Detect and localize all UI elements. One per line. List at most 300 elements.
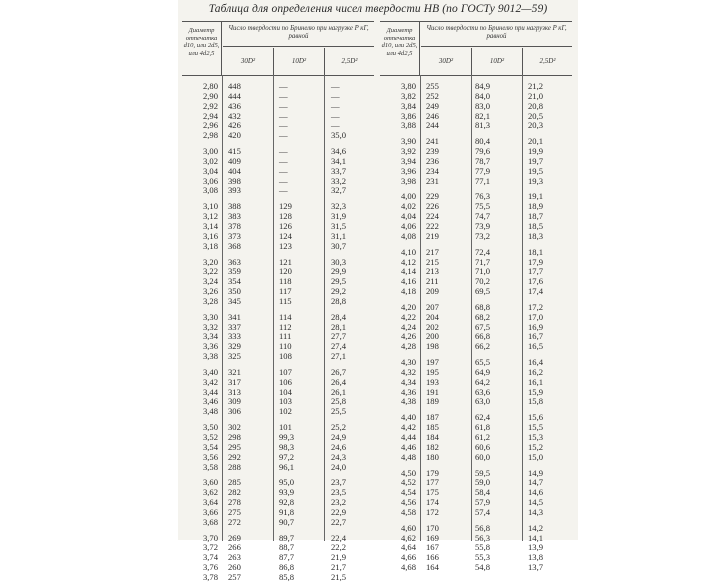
diameter-cell: 2,80 — [202, 81, 218, 91]
table-header — [182, 22, 374, 76]
diameter-cell: 2,92 — [202, 100, 218, 111]
diameter-cell: 3,58 — [202, 461, 218, 472]
table-row — [380, 342, 572, 352]
hb-10-cell: 99,3 — [279, 432, 295, 442]
hb-2-5-cell: 20,1 — [528, 136, 544, 147]
hb-10-cell: 110 — [279, 341, 292, 352]
hb-2-5-cell: 16,1 — [528, 376, 544, 387]
diameter-cell: 4,24 — [400, 321, 416, 332]
hb-30-cell: 448 — [228, 81, 241, 91]
hb-30-cell: 252 — [426, 90, 439, 101]
hb-10-cell: 88,7 — [279, 542, 295, 553]
diameter-cell: 3,26 — [202, 286, 218, 297]
hardness-table-right — [380, 21, 572, 573]
diameter-cell: 3,50 — [202, 422, 218, 433]
diameter-cell: 4,50 — [400, 467, 416, 478]
hb-2-5-cell: 17,2 — [528, 301, 544, 312]
hb-10-cell: 61,2 — [475, 432, 491, 442]
hb-2-5-cell: 31,5 — [331, 220, 347, 231]
hb-30-cell: 269 — [228, 532, 241, 543]
hb-30-cell: 255 — [426, 81, 439, 91]
hb-2-5-cell: 34,6 — [331, 146, 347, 157]
diameter-cell: 4,38 — [400, 396, 416, 407]
hb-10-cell: 77,9 — [475, 165, 491, 176]
hb-30-cell: 302 — [228, 422, 241, 433]
hb-10-cell: 63,6 — [475, 386, 491, 397]
hb-10-cell: 54,8 — [475, 562, 491, 573]
hb-30-cell: 209 — [426, 286, 439, 297]
hb-2-5-cell: — — [331, 110, 340, 121]
hb-30-cell: 246 — [426, 110, 439, 121]
diameter-cell: 3,06 — [202, 175, 218, 186]
hb-10-cell: — — [279, 146, 288, 157]
diameter-cell: 4,14 — [400, 266, 416, 277]
hb-2-5-cell: 21,2 — [528, 81, 544, 91]
hb-10-cell: 128 — [279, 211, 292, 222]
hb-30-cell: 179 — [426, 467, 439, 478]
diameter-cell: 3,10 — [202, 201, 218, 212]
hb-10-cell: 59,0 — [475, 477, 491, 488]
hb-30-cell: 288 — [228, 461, 241, 472]
hb-2-5-cell: 19,5 — [528, 165, 544, 176]
diameter-cell: 3,78 — [202, 571, 218, 582]
hb-2-5-cell: 16,2 — [528, 366, 544, 377]
hb-2-5-cell: 17,6 — [528, 276, 544, 287]
hb-10-cell: 66,2 — [475, 341, 491, 352]
hb-10-cell: 79,6 — [475, 146, 491, 157]
hb-30-cell: 244 — [426, 120, 439, 131]
diameter-cell: 4,46 — [400, 441, 416, 452]
hb-2-5-cell: 22,4 — [331, 532, 347, 543]
diameter-cell: 2,94 — [202, 110, 218, 121]
hb-10-cell: 69,5 — [475, 286, 491, 297]
hb-2-5-cell: 28,4 — [331, 311, 347, 322]
hb-2-5-cell: 27,4 — [331, 341, 347, 352]
diameter-cell: 3,16 — [202, 230, 218, 241]
diameter-cell: 3,38 — [202, 351, 218, 362]
hb-10-cell: — — [279, 155, 288, 166]
diameter-cell: 3,18 — [202, 240, 218, 251]
hb-10-cell: — — [279, 100, 288, 111]
hb-2-5-cell: 14,5 — [528, 497, 544, 508]
hb-10-cell: 85,8 — [279, 571, 295, 582]
hb-2-5-cell: 13,8 — [528, 552, 544, 563]
table-row — [380, 508, 572, 518]
hb-30-cell: 275 — [228, 506, 241, 517]
hb-30-cell: 229 — [426, 191, 439, 202]
hb-2-5-cell: 25,5 — [331, 406, 347, 417]
hb-10-cell: 98,3 — [279, 441, 295, 452]
hb-10-cell: 60,6 — [475, 441, 491, 452]
hb-30-cell: 195 — [426, 366, 439, 377]
hb-30-cell: 313 — [228, 386, 241, 397]
hb-30-cell: 337 — [228, 321, 241, 332]
hb-10-cell: 95,0 — [279, 477, 295, 488]
hb-2-5-cell: 23,7 — [331, 477, 347, 488]
table-row — [380, 177, 572, 187]
diameter-cell: 3,80 — [400, 81, 416, 91]
hb-30-cell: 185 — [426, 422, 439, 433]
hb-2-5-cell: 19,3 — [528, 175, 544, 186]
diameter-cell: 4,12 — [400, 256, 416, 267]
hb-2-5-cell: 24,9 — [331, 432, 347, 442]
hb-10-cell: 126 — [279, 220, 292, 231]
diameter-cell: 3,32 — [202, 321, 218, 332]
hb-2-5-cell: 13,9 — [528, 542, 544, 553]
diameter-cell: 4,66 — [400, 552, 416, 563]
hb-30-cell: 285 — [228, 477, 241, 488]
hb-30-cell: 211 — [426, 276, 439, 287]
diameter-cell: 4,44 — [400, 432, 416, 442]
diameter-cell: 3,22 — [202, 266, 218, 277]
hb-2-5-cell: 22,7 — [331, 516, 347, 527]
hb-30-cell: 282 — [228, 487, 241, 498]
diameter-cell: 3,40 — [202, 366, 218, 377]
load-header-2-5: 2,5D² — [341, 57, 358, 65]
hb-10-cell: 111 — [279, 331, 292, 342]
hb-10-cell: 60,0 — [475, 451, 491, 462]
hb-2-5-cell: 26,4 — [331, 376, 347, 387]
hb-2-5-cell: 16,7 — [528, 331, 544, 342]
hb-2-5-cell: 18,3 — [528, 230, 544, 241]
hb-2-5-cell: — — [331, 100, 340, 111]
diameter-cell: 3,04 — [202, 165, 218, 176]
hb-10-cell: — — [279, 185, 288, 196]
hb-10-cell: — — [279, 175, 288, 186]
diameter-cell: 4,40 — [400, 412, 416, 423]
diameter-cell: 3,92 — [400, 146, 416, 157]
hb-2-5-cell: 31,9 — [331, 211, 347, 222]
hb-30-cell: 363 — [228, 256, 241, 267]
hb-10-cell: 73,9 — [475, 220, 491, 231]
hb-10-cell: 124 — [279, 230, 292, 241]
hb-10-cell: 106 — [279, 376, 292, 387]
hb-10-cell: 93,9 — [279, 487, 295, 498]
hb-2-5-cell: 21,5 — [331, 571, 347, 582]
hardness-header: Число твердости по Бринелю при нагрузке P кГ, равной — [421, 22, 572, 47]
diameter-header: Диаметр отпечатка d10, или 2d5, или 4d2,5 — [182, 22, 222, 75]
hb-30-cell: 292 — [228, 451, 241, 462]
hb-30-cell: 354 — [228, 276, 241, 287]
hb-30-cell: 260 — [228, 562, 241, 573]
hb-30-cell: 420 — [228, 130, 241, 141]
diameter-cell: 3,14 — [202, 220, 218, 231]
diameter-cell: 2,98 — [202, 130, 218, 141]
hb-10-cell: 82,1 — [475, 110, 491, 121]
hb-10-cell: 107 — [279, 366, 292, 377]
hb-30-cell: 222 — [426, 220, 439, 231]
diameter-cell: 3,42 — [202, 376, 218, 387]
hb-10-cell: 87,7 — [279, 552, 295, 563]
hb-30-cell: 249 — [426, 100, 439, 111]
hb-2-5-cell: 29,9 — [331, 266, 347, 277]
hb-2-5-cell: 16,9 — [528, 321, 544, 332]
hb-10-cell: 90,7 — [279, 516, 295, 527]
hb-10-cell: 55,8 — [475, 542, 491, 553]
hb-30-cell: 432 — [228, 110, 241, 121]
load-header-10: 10D² — [274, 48, 325, 75]
hb-30-cell: 231 — [426, 175, 439, 186]
hb-2-5-cell: 25,2 — [331, 422, 347, 433]
table-row — [182, 186, 374, 196]
page-title — [184, 3, 572, 17]
hb-30-cell: 193 — [426, 376, 439, 387]
hb-10-cell: — — [279, 90, 288, 101]
hb-10-cell: 62,4 — [475, 412, 491, 423]
diameter-cell: 4,18 — [400, 286, 416, 297]
hb-10-cell: 72,4 — [475, 246, 491, 257]
hb-2-5-cell: 20,5 — [528, 110, 544, 121]
diameter-cell: 4,20 — [400, 301, 416, 312]
hb-2-5-cell: 30,3 — [331, 256, 347, 267]
hb-10-cell: 84,0 — [475, 90, 491, 101]
load-header-30: 30D² — [421, 48, 472, 75]
hb-10-cell: 80,4 — [475, 136, 491, 147]
diameter-cell: 4,08 — [400, 230, 416, 241]
hb-30-cell: 236 — [426, 155, 439, 166]
hb-30-cell: 202 — [426, 321, 439, 332]
hb-30-cell: 207 — [426, 301, 439, 312]
hb-30-cell: 184 — [426, 432, 439, 442]
diameter-header: Диаметр отпечатка d10, или 2d5, или 4d2,5 — [380, 22, 420, 75]
hb-10-cell: 97,2 — [279, 451, 295, 462]
diameter-cell: 3,44 — [202, 386, 218, 397]
hb-30-cell: 175 — [426, 487, 439, 498]
hb-2-5-cell: 16,4 — [528, 357, 544, 368]
hb-30-cell: 309 — [228, 396, 241, 407]
hb-10-cell: 64,9 — [475, 366, 491, 377]
diameter-cell: 3,52 — [202, 432, 218, 442]
hb-10-cell: 121 — [279, 256, 292, 267]
hb-30-cell: 393 — [228, 185, 241, 196]
hb-10-cell: 117 — [279, 286, 292, 297]
hb-30-cell: 257 — [228, 571, 241, 582]
diameter-cell: 3,12 — [202, 211, 218, 222]
hb-2-5-cell: — — [331, 120, 340, 131]
diameter-cell: 4,30 — [400, 357, 416, 368]
hb-10-cell: 91,8 — [279, 506, 295, 517]
hb-2-5-cell: 33,2 — [331, 175, 347, 186]
hb-2-5-cell: 22,9 — [331, 506, 347, 517]
hardness-table-left — [182, 21, 374, 582]
hb-30-cell: 404 — [228, 165, 241, 176]
load-header-2-5: 2,5D² — [539, 57, 556, 65]
hb-30-cell: 172 — [426, 506, 439, 517]
hb-2-5-cell: 17,0 — [528, 311, 544, 322]
hb-30-cell: 341 — [228, 311, 241, 322]
title-hb: НВ — [423, 3, 440, 15]
diameter-cell: 3,86 — [400, 110, 416, 121]
hb-30-cell: 239 — [426, 146, 439, 157]
hb-10-cell: 71,0 — [475, 266, 491, 277]
hb-10-cell: 81,3 — [475, 120, 491, 131]
diameter-cell: 4,10 — [400, 246, 416, 257]
hb-30-cell: 298 — [228, 432, 241, 442]
hb-30-cell: 187 — [426, 412, 439, 423]
hb-2-5-cell: 20,3 — [528, 120, 544, 131]
hb-10-cell: 73,2 — [475, 230, 491, 241]
diameter-cell: 4,60 — [400, 522, 416, 533]
hb-10-cell: 84,9 — [475, 81, 491, 91]
hb-30-cell: 415 — [228, 146, 241, 157]
hb-10-cell: 89,7 — [279, 532, 295, 543]
diameter-cell: 3,70 — [202, 532, 218, 543]
diameter-cell: 3,48 — [202, 406, 218, 417]
hb-30-cell: 200 — [426, 331, 439, 342]
hb-30-cell: 169 — [426, 532, 439, 543]
hb-2-5-cell: — — [331, 81, 340, 91]
hb-30-cell: 306 — [228, 406, 241, 417]
diameter-cell: 3,68 — [202, 516, 218, 527]
hb-30-cell: 388 — [228, 201, 241, 212]
hb-10-cell: 71,7 — [475, 256, 491, 267]
hb-30-cell: 180 — [426, 451, 439, 462]
hb-30-cell: 167 — [426, 542, 439, 553]
diameter-cell: 3,72 — [202, 542, 218, 553]
hb-30-cell: 373 — [228, 230, 241, 241]
diameter-cell: 4,02 — [400, 201, 416, 212]
hb-2-5-cell: 15,5 — [528, 422, 544, 433]
hb-10-cell: 83,0 — [475, 100, 491, 111]
hb-2-5-cell: 15,8 — [528, 396, 544, 407]
diameter-cell: 4,48 — [400, 451, 416, 462]
hb-30-cell: 234 — [426, 165, 439, 176]
diameter-cell: 4,54 — [400, 487, 416, 498]
diameter-cell: 3,00 — [202, 146, 218, 157]
hb-10-cell: 56,3 — [475, 532, 491, 543]
hb-10-cell: 118 — [279, 276, 292, 287]
hb-10-cell: 67,5 — [475, 321, 491, 332]
diameter-cell: 2,96 — [202, 120, 218, 131]
table-row — [182, 463, 374, 473]
hb-30-cell: 266 — [228, 542, 241, 553]
hb-2-5-cell: 21,7 — [331, 562, 347, 573]
diameter-cell: 3,76 — [202, 562, 218, 573]
hb-30-cell: 436 — [228, 100, 241, 111]
hb-10-cell: 59,5 — [475, 467, 491, 478]
hb-10-cell: 78,7 — [475, 155, 491, 166]
table-row — [182, 131, 374, 141]
hb-30-cell: 383 — [228, 211, 241, 222]
hb-2-5-cell: 15,9 — [528, 386, 544, 397]
diameter-cell: 4,16 — [400, 276, 416, 287]
diameter-cell: 3,98 — [400, 175, 416, 186]
hb-10-cell: 70,2 — [475, 276, 491, 287]
diameter-cell: 3,54 — [202, 441, 218, 452]
hb-30-cell: 263 — [228, 552, 241, 563]
diameter-cell: 4,62 — [400, 532, 416, 543]
table-row — [380, 287, 572, 297]
diameter-cell: 3,66 — [202, 506, 218, 517]
hb-10-cell: 58,4 — [475, 487, 491, 498]
hb-30-cell: 444 — [228, 90, 241, 101]
hb-30-cell: 350 — [228, 286, 241, 297]
diameter-cell: 3,56 — [202, 451, 218, 462]
hb-2-5-cell: 25,8 — [331, 396, 347, 407]
table-row — [182, 297, 374, 307]
diameter-cell: 3,64 — [202, 497, 218, 508]
table-row — [380, 563, 572, 573]
hb-30-cell: 219 — [426, 230, 439, 241]
hb-30-cell: 333 — [228, 331, 241, 342]
hb-30-cell: 398 — [228, 175, 241, 186]
hb-2-5-cell: — — [331, 90, 340, 101]
diameter-cell: 4,32 — [400, 366, 416, 377]
hb-30-cell: 166 — [426, 552, 439, 563]
hb-2-5-cell: 23,5 — [331, 487, 347, 498]
hb-30-cell: 378 — [228, 220, 241, 231]
hb-10-cell: — — [279, 110, 288, 121]
hb-2-5-cell: 23,2 — [331, 497, 347, 508]
hb-10-cell: — — [279, 120, 288, 131]
hb-2-5-cell: 32,7 — [331, 185, 347, 196]
hb-10-cell: 68,2 — [475, 311, 491, 322]
hb-2-5-cell: 15,0 — [528, 451, 544, 462]
hb-2-5-cell: 13,7 — [528, 562, 544, 573]
diameter-cell: 3,96 — [400, 165, 416, 176]
hb-30-cell: 217 — [426, 246, 439, 257]
hardness-header: Число твердости по Бринелю при нагрузке P кГ, равной — [223, 22, 374, 47]
hb-2-5-cell: 17,9 — [528, 256, 544, 267]
diameter-cell: 3,36 — [202, 341, 218, 352]
hb-2-5-cell: 14,2 — [528, 522, 544, 533]
table-row — [182, 518, 374, 528]
hb-30-cell: 321 — [228, 366, 241, 377]
diameter-cell: 3,30 — [202, 311, 218, 322]
table-row — [380, 121, 572, 131]
hb-10-cell: 65,5 — [475, 357, 491, 368]
hb-10-cell: 86,8 — [279, 562, 295, 573]
hb-10-cell: 114 — [279, 311, 292, 322]
hb-2-5-cell: 15,6 — [528, 412, 544, 423]
hb-30-cell: 325 — [228, 351, 241, 362]
hb-2-5-cell: 14,3 — [528, 506, 544, 517]
hb-10-cell: — — [279, 81, 288, 91]
diameter-cell: 4,52 — [400, 477, 416, 488]
load-header-10: 10D² — [472, 48, 523, 75]
hb-2-5-cell: 19,1 — [528, 191, 544, 202]
hb-30-cell: 295 — [228, 441, 241, 452]
hb-2-5-cell: 24,3 — [331, 451, 347, 462]
diameter-cell: 4,34 — [400, 376, 416, 387]
diameter-cell: 3,62 — [202, 487, 218, 498]
hb-10-cell: 112 — [279, 321, 292, 332]
hb-30-cell: 241 — [426, 136, 439, 147]
hb-30-cell: 198 — [426, 341, 439, 352]
hb-2-5-cell: 24,6 — [331, 441, 347, 452]
hb-2-5-cell: 28,8 — [331, 295, 347, 306]
diameter-cell: 3,24 — [202, 276, 218, 287]
hb-2-5-cell: 17,4 — [528, 286, 544, 297]
table-row — [380, 397, 572, 407]
diameter-cell: 3,08 — [202, 185, 218, 196]
hb-10-cell: 96,1 — [279, 461, 295, 472]
hb-2-5-cell: 19,7 — [528, 155, 544, 166]
hb-2-5-cell: 15,2 — [528, 441, 544, 452]
hb-30-cell: 278 — [228, 497, 241, 508]
hb-30-cell: 272 — [228, 516, 241, 527]
table-row — [182, 242, 374, 252]
hb-2-5-cell: 18,7 — [528, 211, 544, 222]
hb-10-cell: 104 — [279, 386, 292, 397]
hb-30-cell: 226 — [426, 201, 439, 212]
hb-2-5-cell: 27,7 — [331, 331, 347, 342]
diameter-cell: 3,94 — [400, 155, 416, 166]
hb-30-cell: 409 — [228, 155, 241, 166]
diameter-cell: 4,22 — [400, 311, 416, 322]
hb-10-cell: 64,2 — [475, 376, 491, 387]
hb-30-cell: 426 — [228, 120, 241, 131]
